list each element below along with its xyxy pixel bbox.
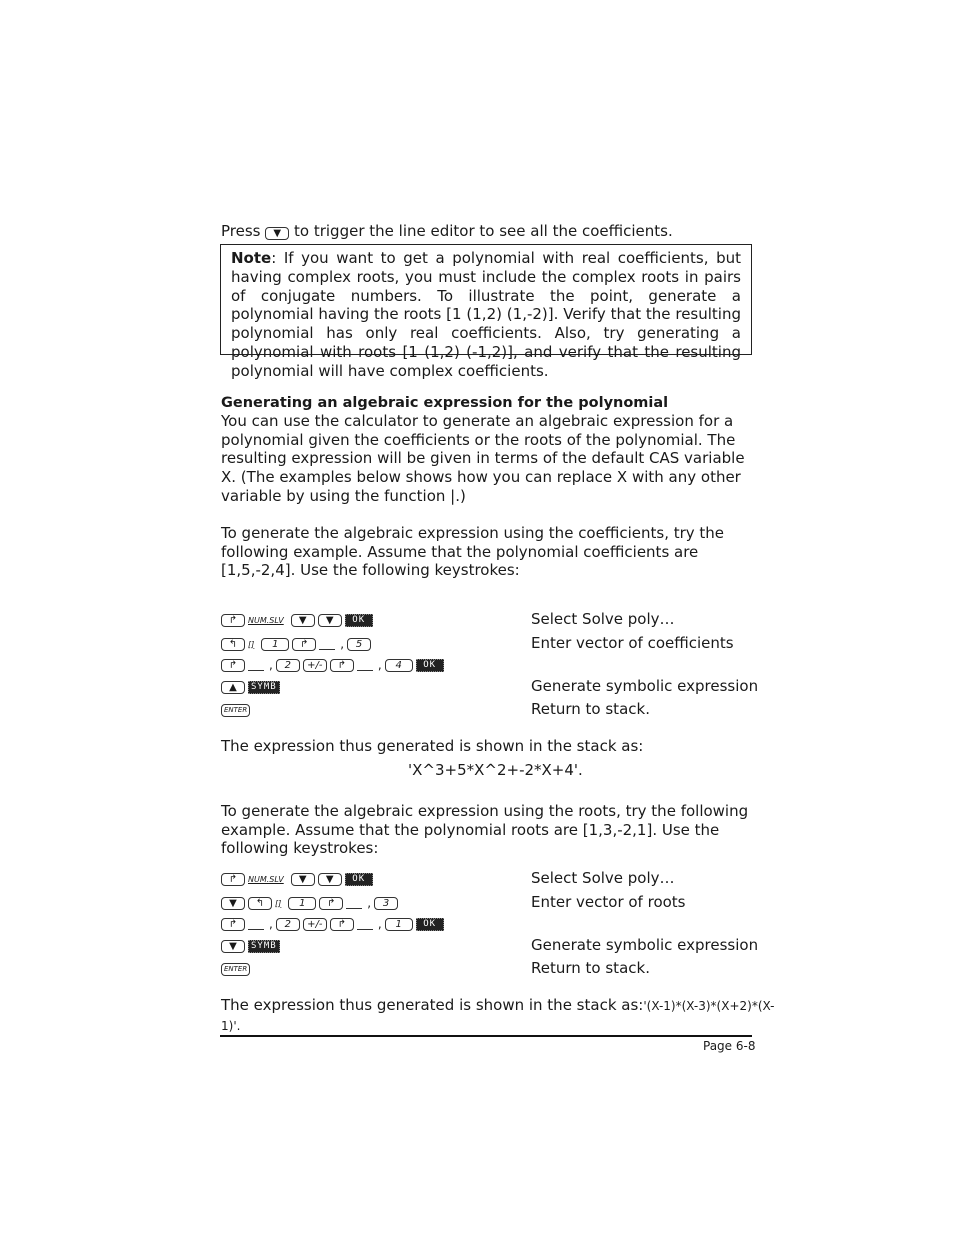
key-five: 5: [347, 638, 371, 651]
keystroke-row: [221, 610, 373, 630]
right-shift-key-icon: ↱: [221, 873, 245, 886]
roots-result-text: The expression thus generated is shown in the stack as:: [221, 996, 644, 1014]
brackets-label: []: [248, 639, 255, 649]
keystroke-row: [221, 893, 398, 913]
expression-coefficients: 'X^3+5*X^2+-2*X+4'.: [408, 761, 583, 779]
section-heading: Generating an algebraic expression for the polynomial: [221, 395, 669, 411]
keystroke-row: [221, 936, 280, 956]
right-shift-key-icon: ↱: [330, 659, 354, 672]
comma-blank-icon: [346, 898, 362, 909]
page-number: Page 6-8: [703, 1039, 756, 1053]
paragraph-intro: You can use the calculator to generate an algebraic expression for a polynomial given the coefficients or the roots of the polynomial. The resulting expression will be given in terms of the default CAS variable X. (The examples below shows how you can replace X with any other variable by using the function |.): [221, 412, 745, 505]
intro-text-before: Press: [221, 222, 266, 240]
step-description: Enter vector of coefficients: [531, 634, 734, 652]
right-shift-key-icon: ↱: [221, 918, 245, 931]
ok-softkey-icon: OK: [416, 659, 444, 672]
down-arrow-key-icon: ▼: [318, 614, 342, 627]
keystroke-row: [221, 655, 444, 675]
step-description: Enter vector of roots: [531, 893, 686, 911]
right-shift-key-icon: ↱: [292, 638, 316, 651]
step-description: Return to stack.: [531, 959, 650, 977]
comma-label: ,: [377, 658, 382, 672]
right-shift-key-icon: ↱: [319, 897, 343, 910]
intro-line: [221, 222, 761, 240]
keystroke-row: [221, 869, 373, 889]
down-arrow-key-icon: ▼: [318, 873, 342, 886]
enter-key-icon: ENTER: [221, 704, 250, 717]
key-two: 2: [276, 918, 300, 931]
note-label: Note: [231, 249, 272, 267]
down-arrow-key-icon: ▼: [221, 940, 245, 953]
step-description: Return to stack.: [531, 700, 650, 718]
step-description: Select Solve poly…: [531, 610, 675, 628]
paragraph-result: The expression thus generated is shown in the stack as:: [221, 737, 644, 755]
symb-softkey-icon: SYMB: [248, 681, 280, 694]
comma-blank-icon: [357, 919, 373, 930]
comma-label: ,: [377, 917, 382, 931]
key-three: 3: [374, 897, 398, 910]
down-arrow-key-icon: ▼: [291, 873, 315, 886]
left-shift-key-icon: ↰: [248, 897, 272, 910]
comma-blank-icon: [357, 660, 373, 671]
ok-softkey-icon: OK: [345, 873, 373, 886]
intro-text-after: to trigger the line editor to see all the coefficients.: [289, 222, 673, 240]
comma-label: ,: [269, 658, 273, 672]
up-arrow-key-icon: ▲: [221, 681, 245, 694]
right-shift-key-icon: ↱: [221, 614, 245, 627]
comma-blank-icon: [248, 660, 264, 671]
paragraph-roots-result: [221, 996, 781, 1035]
enter-key-icon: ENTER: [221, 963, 250, 976]
comma-label: ,: [367, 896, 372, 910]
paragraph-coefficients: To generate the algebraic expression using the coefficients, try the following example. Assume that the polynomial coefficients are [1,5,-2,4]. Use the following keystrokes:: [221, 524, 725, 580]
comma-label: ,: [340, 637, 345, 651]
comma-label: ,: [269, 917, 273, 931]
comma-blank-icon: [248, 919, 264, 930]
paragraph-roots: To generate the algebraic expression using the roots, try the following example. Assume that the polynomial roots are [1,3,-2,1]. Use the following keystrokes:: [221, 802, 749, 858]
key-two: 2: [276, 659, 300, 672]
ok-softkey-icon: OK: [416, 918, 444, 931]
keystroke-row: [221, 677, 280, 697]
down-arrow-key-icon: ▼: [221, 897, 245, 910]
numslv-label: NUM.SLV: [248, 615, 284, 625]
expression-roots: '(X-1)*(X-3)*(X+2)*(X-1)'.: [221, 999, 775, 1033]
keystroke-row: [221, 634, 371, 654]
key-one: 1: [288, 897, 316, 910]
comma-blank-icon: [319, 639, 335, 650]
keystroke-row: [221, 914, 444, 934]
keystroke-row: [221, 959, 250, 979]
step-description: Generate symbolic expression: [531, 936, 759, 954]
numslv-label: NUM.SLV: [248, 874, 284, 884]
keystroke-row: [221, 700, 250, 720]
right-shift-key-icon: ↱: [221, 659, 245, 672]
plus-minus-key-icon: +/-: [303, 659, 327, 672]
brackets-label: []: [275, 898, 282, 908]
left-shift-key-icon: ↰: [221, 638, 245, 651]
note-text: : If you want to get a polynomial with real coefficients, but having complex roots, you must include the complex roots in pairs of conjugate numbers. To illustrate the point, generate a polynomial having the roots [1 (1,2) (1,-2)]. Verify that the resulting polynomial has only real coefficients. Also, try generating a polynomial with roots [1 (1,2) (-1,2)], and verify that the resulting polynomial will have complex coefficients.: [231, 249, 741, 380]
down-arrow-key-icon: ▼: [291, 614, 315, 627]
key-one: 1: [261, 638, 289, 651]
note-box: [220, 244, 752, 380]
key-four: 4: [385, 659, 413, 672]
step-description: Generate symbolic expression: [531, 677, 759, 695]
right-shift-key-icon: ↱: [330, 918, 354, 931]
symb-softkey-icon: SYMB: [248, 940, 280, 953]
plus-minus-key-icon: +/-: [303, 918, 327, 931]
step-description: Select Solve poly…: [531, 869, 675, 887]
key-one: 1: [385, 918, 413, 931]
ok-softkey-icon: OK: [345, 614, 373, 627]
down-arrow-key-icon: ▼: [265, 227, 289, 240]
footer-rule: [220, 1035, 752, 1037]
